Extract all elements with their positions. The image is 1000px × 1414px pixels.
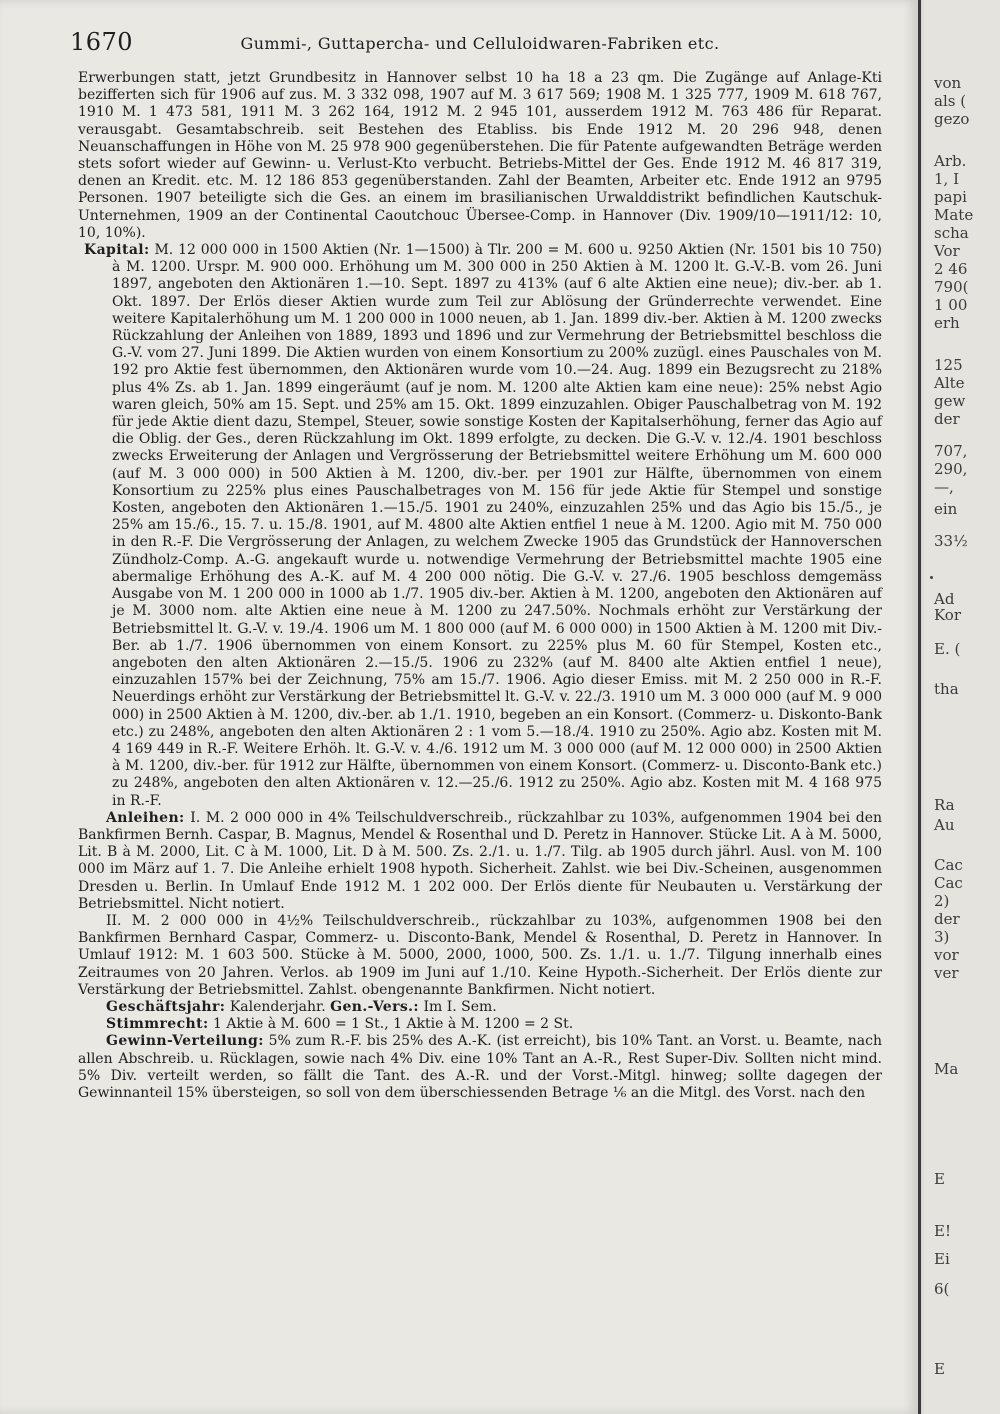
facing-page-fragment: Ad: [934, 590, 955, 608]
facing-page-fragment: 2): [934, 892, 950, 910]
anleihen-i-text: I. M. 2 000 000 in 4% Teilschuldverschreib., rückzahlbar zu 103%, aufgenommen 1904 bei den Bankfirmen Bernh. Caspar, B. Magnus, Mendel & Rosenthal und D. Peretz in Hannover. Stücke Lit. A à M. 5000, Lit. B à M. 2000, Lit. C à M. 1000, Lit. D à M. 500. Zs. 2./1. u. 1./7. Tilg. ab 1905 durch jährl. Ausl. von M. 100 000 im März auf 1. 7. Die Anleihe erhielt 1908 hypoth. Sicherheit. Zahlst. wie bei Div.-Scheinen, ausgenommen Dresden u. Berlin. In Umlauf Ende 1912 M. 1 202 000. Der Erlös diente für Neubauten u. Verstärkung der Betriebsmittel. Nicht notiert.: [78, 809, 883, 912]
kapital-text: M. 12 000 000 in 1500 Aktien (Nr. 1—1500) à Tlr. 200 = M. 600 u. 9250 Aktien (Nr. 1501 bis 10 750) à M. 1200. Urspr. M. 900 000. Erhöhung um M. 300 000 in 250 Aktien à M. 1200 lt. G.-V.-B. vom 26. Juni 1897, angeboten den Aktionären 1.—10. Sept. 1897 zu 413% (auf 6 alte Aktien eine neue); div.-ber. ab 1. Okt. 1897. Der Erlös dieser Aktien wurde zum Teil zur Ablösung der Gründerrechte verwendet. Eine weitere Kapitalerhöhung um M. 1 200 000 in 1000 neuen, ab 1. Jan. 1899 div.-ber. Aktien à M. 1200 zwecks Rückzahlung der Anleihen von 1889, 1893 und 1896 und zur Vermehrung der Betriebsmittel beschloss die G.-V. vom 27. Juni 1899. Die Aktien wurden von einem Konsortium zu 200% zuzügl. eines Pauschales von M. 192 pro Aktie fest übernommen, den Aktionären wurde vom 10.—24. Aug. 1899 ein Bezugsrecht zu 218% plus 4% Zs. ab 1. Jan. 1899 eingeräumt (auf je nom. M. 1200 alte Aktien kam eine neue): 25% nebst Agio waren gleich, 50% am 15. Sept. und 25% am 15. Okt. 1899 einzuzahlen. Obiger Pauschalbetrag von M. 192 für jede Aktie dient dazu, Stempel, Steuer, sowie sonstige Kosten der Kapitalserhöhung, ferner das Agio auf die Oblig. der Ges., deren Rückzahlung im Okt. 1899 erfolgte, zu decken. Die G.-V. v. 12./4. 1901 beschloss zwecks Erweiterung der Anlagen und Vergrösserung der Betriebsmittel weitere Erhöhung um M. 600 000 (auf M. 3 000 000) in 500 Aktien à M. 1200, div.-ber. per 1901 zur Hälfte, übernommen von einem Konsortium zu 225% plus eines Pauschalbetrages von M. 156 für jede Aktie für Stempel und sonstige Kosten, angeboten den Aktionären 1.—15./5. 1901 zu 240%, einzuzahlen 25% und das Agio bis 15./5., je 25% am 15./6., 15. 7. u. 15./8. 1901, auf M. 4800 alte Aktien entfiel 1 neue à M. 1200. Agio mit M. 750 000 in den R.-F. Die Vergrösserung der Anlagen, zu welchem Zwecke 1905 das Grundstück der Hannoverschen Zündholz-Comp. A.-G. angekauft wurde u. notwendige Vermehrung der Betriebsmittel machte 1905 eine abermalige Erhöhung des A.-K. auf M. 4 200 000 nötig. Die G.-V. v. 27./6. 1905 beschloss demgemäss Ausgabe von M. 1 200 000 in 1000 ab 1./7. 1905 div.-ber. Aktien à M. 1200, angeboten den Aktionären auf je M. 3000 nom. alte Aktien eine neue à M. 1200 zu 247.50%. Nochmals erhöht zur Verstärkung der Betriebsmittel lt. G.-V. v. 19./4. 1906 um M. 1 800 000 (auf M. 6 000 000) in 1500 Aktien à M. 1200 mit Div.-Ber. ab 1./7. 1906 übernommen von einem Konsort. zu 225% plus M. 60 für Stempel, Kosten etc., angeboten den alten Aktionären 2.—15./5. 1906 zu 232% (auf M. 8400 alte Aktien entfiel 1 neue), einzuzahlen 157% bei der Zeichnung, 75% am 15./7. 1906. Agio dieser Emiss. mit M. 2 250 000 in R.-F. Neuerdings erhöht zur Verstärkung der Betriebsmittel lt. G.-V. v. 22./3. 1910 um M. 3 000 000 (auf M. 9 000 000) in 2500 Aktien à M. 1200, div.-ber. ab 1./1. 1910, begeben an ein Konsort. (Commerz- u. Diskonto-Bank etc.) zu 248%, angeboten den alten Aktionären 2 : 1 vom 5.—18./4. 1910 zu 250%. Agio abz. Kosten mit M. 4 169 449 in R.-F. Weitere Erhöh. lt. G.-V. v. 4./6. 1912 um M. 3 000 000 (auf M. 12 000 000) in 2500 Aktien à M. 1200, div.-ber. für 1912 zur Hälfte, übernommen von einem Konsort. (Commerz- u. Disconto-Bank etc.) zu 248%, angeboten den alten Aktionären v. 12.—25./6. 1912 zu 250%. Agio abz. Kosten mit M. 4 168 975 in R.-F.: [112, 242, 882, 809]
stimmrecht-text: 1 Aktie à M. 600 = 1 St., 1 Aktie à M. 1200 = 2 St.: [213, 1016, 574, 1033]
page-header: [70, 28, 890, 56]
anleihen-label: Anleihen:: [106, 809, 185, 826]
stimmrecht-label: Stimmrecht:: [106, 1016, 209, 1033]
facing-page-fragment: ein: [934, 500, 958, 518]
facing-page-fragment: 790(: [934, 278, 969, 296]
gen-vers-label: Gen.-Vers.:: [330, 998, 420, 1015]
facing-page-fragment: vor: [934, 946, 959, 964]
facing-page-fragment: gew: [934, 392, 966, 410]
bullet-dot: [930, 576, 933, 579]
gewinn-label: Gewinn-Verteilung:: [106, 1033, 264, 1050]
geschaeftsjahr-label: Geschäftsjahr:: [106, 998, 226, 1015]
facing-page-fragment: erh: [934, 314, 960, 332]
facing-page-fragment: 1, I: [934, 170, 960, 188]
facing-page-fragment: Vor: [934, 242, 960, 260]
geschaeftsjahr-text: Kalenderjahr.: [229, 998, 326, 1015]
facing-page-fragment: Ra: [934, 796, 955, 814]
facing-page-fragment: tha: [934, 680, 959, 698]
facing-page-fragment: papi: [934, 188, 967, 206]
facing-page-fragment: Mate: [934, 206, 974, 224]
facing-page-fragment: scha: [934, 224, 969, 242]
anleihen-ii-text: II. M. 2 000 000 in 4½% Teilschuldverschreib., rückzahlbar zu 103%, aufgenommen 1908 bei den Bankfirmen Bernhard Caspar, Commerz- u. Disconto-Bank, Mendel & Rosenthal, D. Peretz in Hannover. In Umlauf 1912: M. 1 603 500. Stücke à M. 5000, 2000, 1000, 500. Zs. 1./1. u. 1./7. Tilgung innerhalb eines Zeitraumes von 20 Jahren. Verlos. ab 1909 im Juni auf 1./10. Keine Hypoth.-Sicherheit. Der Erlös diente zur Verstärkung der Betriebsmittel. Zahlst. obengenannte Bankfirmen. Nicht notiert.: [78, 912, 882, 998]
facing-page-fragment: 2 46: [934, 260, 968, 278]
geschaeftsjahr-section: [78, 999, 882, 1016]
stimmrecht-section: [78, 1016, 882, 1033]
facing-page-fragment: 125: [934, 356, 963, 374]
facing-page-fragment: ver: [934, 964, 959, 982]
facing-page-fragment: E: [934, 1170, 945, 1188]
facing-page-fragment: der: [934, 910, 960, 928]
anleihen-ii-paragraph: [78, 913, 882, 999]
facing-page-fragment: 707,: [934, 442, 968, 460]
facing-page-fragment: —,: [934, 478, 954, 496]
facing-page-fragment: als (: [934, 92, 967, 110]
intro-text: Erwerbungen statt, jetzt Grundbesitz in Hannover selbst 10 ha 18 a 23 qm. Die Zugänge auf Anlage-Kti bezifferten sich für 1906 auf zus. M. 3 332 098, 1907 auf M. 3 617 569; 1908 M. 1 325 777, 1909 M. 618 767, 1910 M. 1 473 581, 1911 M. 3 262 164, 1912 M. 2 945 101, ausserdem 1912 M. 763 486 für Reparat. verausgabt. Gesamtabschreib. seit Bestehen des Etabliss. bis Ende 1912 M. 20 296 948, denen Neuanschaffungen in Höhe von M. 25 978 900 gegenüberstehen. Die für Patente aufgewandten Beträge werden stets sofort wieder auf Gewinn- u. Verlust-Kto verbucht. Betriebs-Mittel der Ges. Ende 1912 M. 46 817 319, denen an Kredit. etc. M. 12 186 853 gegenüberstanden. Zahl der Beamten, Arbeiter etc. Ende 1912 an 9795 Personen. 1907 beteiligte sich die Ges. an einem im brasilianischen Urwalddistrikt befindlichen Kautschuk-Unternehmen, 1909 an der Continental Caoutchouc Übersee-Comp. in Hannover (Div. 1909/10—1911/12: 10, 10, 10%).: [78, 70, 882, 241]
facing-page-fragment: Ma: [934, 1060, 959, 1078]
facing-page-fragment: Arb.: [934, 152, 967, 170]
anleihen-section: [78, 810, 882, 913]
page-body: [78, 70, 882, 1102]
kapital-label: Kapital:: [84, 242, 150, 259]
facing-page-fragment: 290,: [934, 460, 968, 478]
facing-page-fragment: der: [934, 410, 960, 428]
facing-page-fragment: Kor: [934, 606, 962, 624]
facing-page-fragment: 33½: [934, 532, 968, 550]
facing-page-fragment: 3): [934, 928, 950, 946]
facing-page-fragment: Cac: [934, 856, 963, 874]
gen-vers-text: Im I. Sem.: [423, 998, 497, 1015]
facing-page-fragment: 6(: [934, 1280, 950, 1298]
facing-page-fragment: Cac: [934, 874, 963, 892]
facing-page-fragment: Ε: [934, 1360, 945, 1378]
gewinn-section: [78, 1033, 882, 1102]
page-number: 1670: [70, 28, 134, 56]
facing-page-fragment: gezo: [934, 110, 970, 128]
facing-page-fragment: E!: [934, 1222, 951, 1240]
gewinn-text: 5% zum R.-F. bis 25% des A.-K. (ist erreicht), bis 10% Tant. an Vorst. u. Beamte, nach allen Abschreib. u. Rücklagen, sowie nach 4% Div. eine 10% Tant an A.-R., Rest Super-Div. Sollten nicht mind. 5% Div. verteilt werden, so fällt die Tant. des A.-R. und der Vorst.-Mitgl. hinweg; sollte dagegen der Gewinnanteil 15% übersteigen, so soll von dem überschiessenden Betrage ⅙ an die Mitgl. des Vorst. nach den: [78, 1033, 883, 1101]
facing-page-fragment: Alte: [934, 374, 965, 392]
facing-page-edge: [924, 0, 1000, 1414]
intro-paragraph: [78, 70, 882, 242]
running-title: Gummi-, Guttapercha- und Celluloidwaren-Fabriken etc.: [240, 34, 720, 53]
kapital-section: [78, 242, 882, 810]
facing-page-fragment: von: [934, 74, 962, 92]
facing-page-fragment: Ei: [934, 1250, 950, 1268]
facing-page-fragment: 1 00: [934, 296, 968, 314]
facing-page-fragment: E. (: [934, 640, 961, 658]
facing-page-fragment: Au: [934, 816, 955, 834]
